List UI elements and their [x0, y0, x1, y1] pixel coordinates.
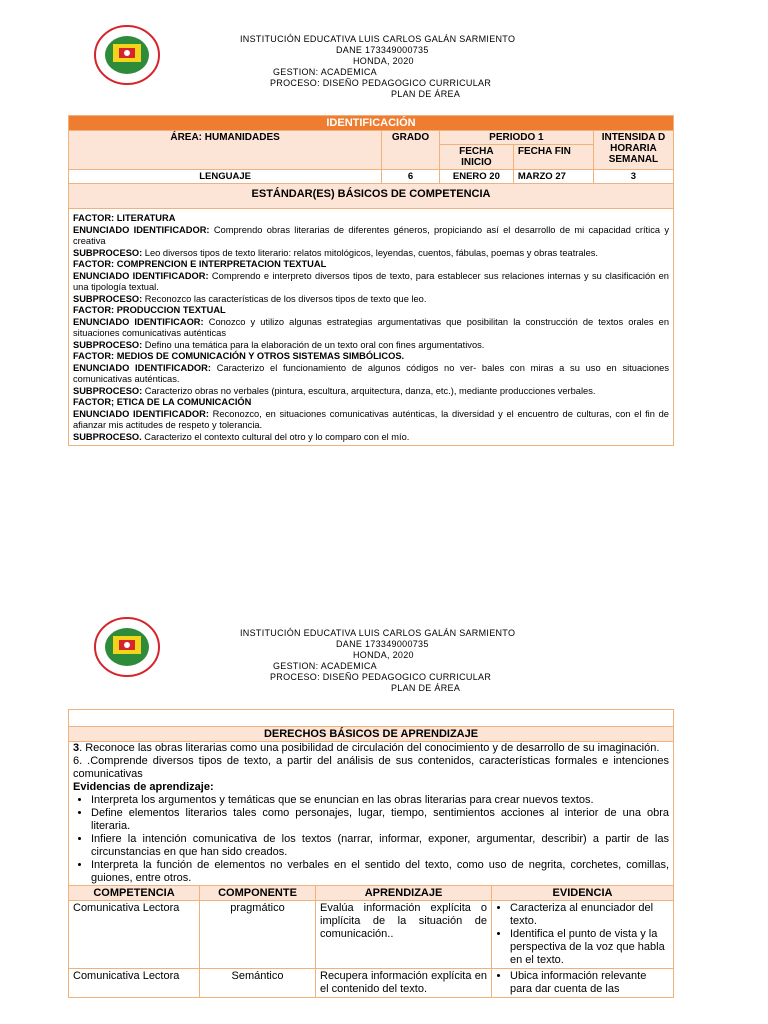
enunciado-label: ENUNCIADO IDENTIFICAOR:	[73, 316, 204, 327]
header-block	[160, 34, 610, 100]
dba-content	[69, 742, 674, 886]
subproceso-text: Defino una temática para la elaboración de un texto oral con fines argumentativos.	[142, 339, 485, 350]
enunciado-label: ENUNCIADO IDENTIFICADOR:	[73, 224, 210, 235]
identificacion-table	[68, 115, 674, 446]
subproceso-label: SUBPROCESO:	[73, 293, 143, 304]
header-block	[160, 628, 610, 694]
enunciado-paragraph	[73, 317, 669, 340]
header-line-6: PLAN DE ÁREA	[391, 683, 461, 693]
enunciado-text: Comprendo obras literarias de diferentes géneros, propiciando así el desarrollo de mi capacidad crítica y creativa	[73, 224, 669, 246]
school-logo	[93, 24, 161, 86]
subproceso-paragraph	[73, 340, 669, 352]
header-line-5: PROCESO: DISEÑO PEDAGOGICO CURRICULAR	[270, 78, 492, 88]
identificacion-title: IDENTIFICACIÓN	[69, 116, 674, 131]
dba-item-3	[73, 742, 669, 755]
evidencias-list	[73, 794, 669, 885]
subproceso-paragraph	[73, 386, 669, 398]
evidencia-bullet: • Ubica información relevante para dar cuenta de las	[510, 970, 669, 996]
factor-title: FACTOR: MEDIOS DE COMUNICACIÓN Y OTROS SISTEMAS SIMBÓLICOS.	[73, 351, 405, 361]
subproceso-paragraph	[73, 294, 669, 306]
header-line-3: HONDA, 2020	[353, 650, 414, 660]
evidencia-item: • Infiere la intención comunicativa de los textos (narrar, informar, exponer, argumentar, describir) a partir de las circunstancias en que han sido creados.	[91, 833, 669, 859]
header-line-2: DANE 173349000735	[336, 639, 429, 649]
header-line-5: PROCESO: DISEÑO PEDAGOGICO CURRICULAR	[270, 672, 492, 682]
factor-heading	[73, 213, 669, 225]
enunciado-text: Caracterizo el funcionamiento de algunos códigos no ver- bales con miras a su uso en situaciones comunicativas auténticas.	[73, 362, 669, 384]
factors-block	[69, 209, 674, 446]
factor-heading	[73, 259, 669, 271]
header-line-3: HONDA, 2020	[353, 56, 414, 66]
col-competencia: COMPETENCIA	[69, 886, 200, 901]
factor-heading	[73, 305, 669, 317]
enunciado-text: Comprendo e interpreto diversos tipos de texto, para establecer sus relaciones internas y su clasificación en una tipología textual.	[73, 270, 669, 292]
header-line-2: DANE 173349000735	[336, 45, 429, 55]
fecha-fin-label: FECHA FIN	[513, 145, 593, 170]
aprendizaje-cell: Evalúa información explícita o implícita de la situación de comunicación..	[316, 901, 492, 969]
fin-value: MARZO 27	[513, 170, 593, 184]
estandares-title: ESTÁNDAR(ES) BÁSICOS DE COMPETENCIA	[69, 184, 674, 209]
subproceso-label: SUBPROCESO:	[73, 385, 143, 396]
periodo-label: PERIODO 1	[439, 131, 593, 145]
subproceso-label: SUBPROCESO:	[73, 247, 143, 258]
header-line-6: PLAN DE ÁREA	[391, 89, 461, 99]
competencia-cell: Comunicativa Lectora	[69, 969, 200, 998]
subproceso-paragraph	[73, 432, 669, 444]
subproceso-label: SUBPROCESO.	[73, 431, 142, 442]
factor-heading	[73, 351, 669, 363]
enunciado-text: Conozco y utilizo algunas estrategias argumentativas que posibilitan la construcción de textos orales en situaciones comunicativas auténticas	[73, 316, 670, 338]
header-line-1: INSTITUCIÓN EDUCATIVA LUIS CARLOS GALÁN SARMIENTO	[240, 34, 516, 44]
factor-title: FACTOR; ETICA DE LA COMUNICACIÓN	[73, 397, 252, 407]
page-2	[0, 600, 768, 1024]
enunciado-paragraph	[73, 409, 669, 432]
intensidad-label: INTENSIDA D HORARIA SEMANAL	[593, 131, 673, 170]
evidencias-label: Evidencias de aprendizaje:	[73, 781, 214, 793]
enunciado-paragraph	[73, 271, 669, 294]
enunciado-label: ENUNCIADO IDENTIFICADOR:	[73, 270, 209, 281]
enunciado-text: Reconozco, en situaciones comunicativas auténticas, la diversidad y el encuentro de culturas, con el fin de afianzar mis actitudes de respeto y tolerancia.	[73, 408, 669, 430]
evidencia-item: • Interpreta los argumentos y temáticas que se enuncian en las obras literarias para crear nuevos textos.	[91, 794, 669, 807]
intensidad-value: 3	[593, 170, 673, 184]
table-row	[69, 901, 674, 969]
grado-label: GRADO	[382, 131, 440, 170]
header-line-4: GESTION: ACADEMICA	[273, 661, 377, 671]
factor-title: FACTOR: LITERATURA	[73, 213, 176, 223]
evidencia-cell	[492, 901, 674, 969]
col-aprendizaje: APRENDIZAJE	[316, 886, 492, 901]
enunciado-label: ENUNCIADO IDENTIFICADOR:	[73, 408, 209, 419]
dba-item-3-text: . Reconoce las obras literarias como una posibilidad de circulación del conocimiento y de desarrollo de su imaginación.	[79, 742, 660, 754]
subproceso-label: SUBPROCESO:	[73, 339, 143, 350]
inicio-value: ENERO 20	[439, 170, 513, 184]
school-logo	[93, 616, 161, 678]
evidencia-cell	[492, 969, 674, 998]
fecha-inicio-label: FECHA INICIO	[439, 145, 513, 170]
area-label: ÁREA: HUMANIDADES	[69, 131, 382, 170]
factor-title: FACTOR: PRODUCCION TEXTUAL	[73, 305, 226, 315]
subproceso-text: Leo diversos tipos de texto literario: relatos mitológicos, leyendas, cuentos, fábulas, poemas y obras teatrales.	[142, 247, 599, 258]
subproceso-text: Reconozco las características de los diversos tipos de texto que leo.	[142, 293, 427, 304]
evidencia-item: • Define elementos literarios tales como personajes, lugar, tiempo, sentimientos acciones al interior de una obra literaria.	[91, 807, 669, 833]
evidencia-bullet: • Identifica el punto de vista y la perspectiva de la voz que habla en el texto.	[510, 928, 669, 967]
dba-table	[68, 709, 674, 998]
dba-item-3-number: 3	[73, 742, 80, 754]
table-row	[69, 969, 674, 998]
subproceso-text: Caracterizo obras no verbales (pintura, escultura, arquitectura, danza, etc.), mediante producciones verbales.	[142, 385, 596, 396]
dba-item-6: 6. .Comprende diversos tipos de texto, a partir del análisis de sus contenidos, características formales e intenciones comunicativas	[73, 755, 669, 780]
dba-title: DERECHOS BÁSICOS DE APRENDIZAJE	[69, 727, 674, 742]
header-line-4: GESTION: ACADEMICA	[273, 67, 377, 77]
aprendizaje-cell: Recupera información explícita en el contenido del texto.	[316, 969, 492, 998]
col-evidencia: EVIDENCIA	[492, 886, 674, 901]
componente-cell: pragmático	[200, 901, 316, 969]
enunciado-paragraph	[73, 225, 669, 248]
subproceso-text: Caracterizo el contexto cultural del otro y lo comparo con el mío.	[141, 431, 410, 442]
evidencia-item: • Interpreta la función de elementos no verbales en el sentido del texto, como uso de negrita, corchetes, comillas, guiones, entre otros.	[91, 859, 669, 885]
col-componente: COMPONENTE	[200, 886, 316, 901]
competencia-cell: Comunicativa Lectora	[69, 901, 200, 969]
factor-heading	[73, 397, 669, 409]
header-line-1: INSTITUCIÓN EDUCATIVA LUIS CARLOS GALÁN SARMIENTO	[240, 628, 516, 638]
evidencia-bullet: • Caracteriza al enunciador del texto.	[510, 902, 669, 928]
enunciado-label: ENUNCIADO IDENTIFICADOR:	[73, 362, 211, 373]
componente-cell: Semántico	[200, 969, 316, 998]
empty-row	[69, 710, 674, 727]
area-value: LENGUAJE	[69, 170, 382, 184]
factor-title: FACTOR: COMPRENCION E INTERPRETACION TEXTUAL	[73, 259, 327, 269]
enunciado-paragraph	[73, 363, 669, 386]
grado-value: 6	[382, 170, 440, 184]
subproceso-paragraph	[73, 248, 669, 260]
